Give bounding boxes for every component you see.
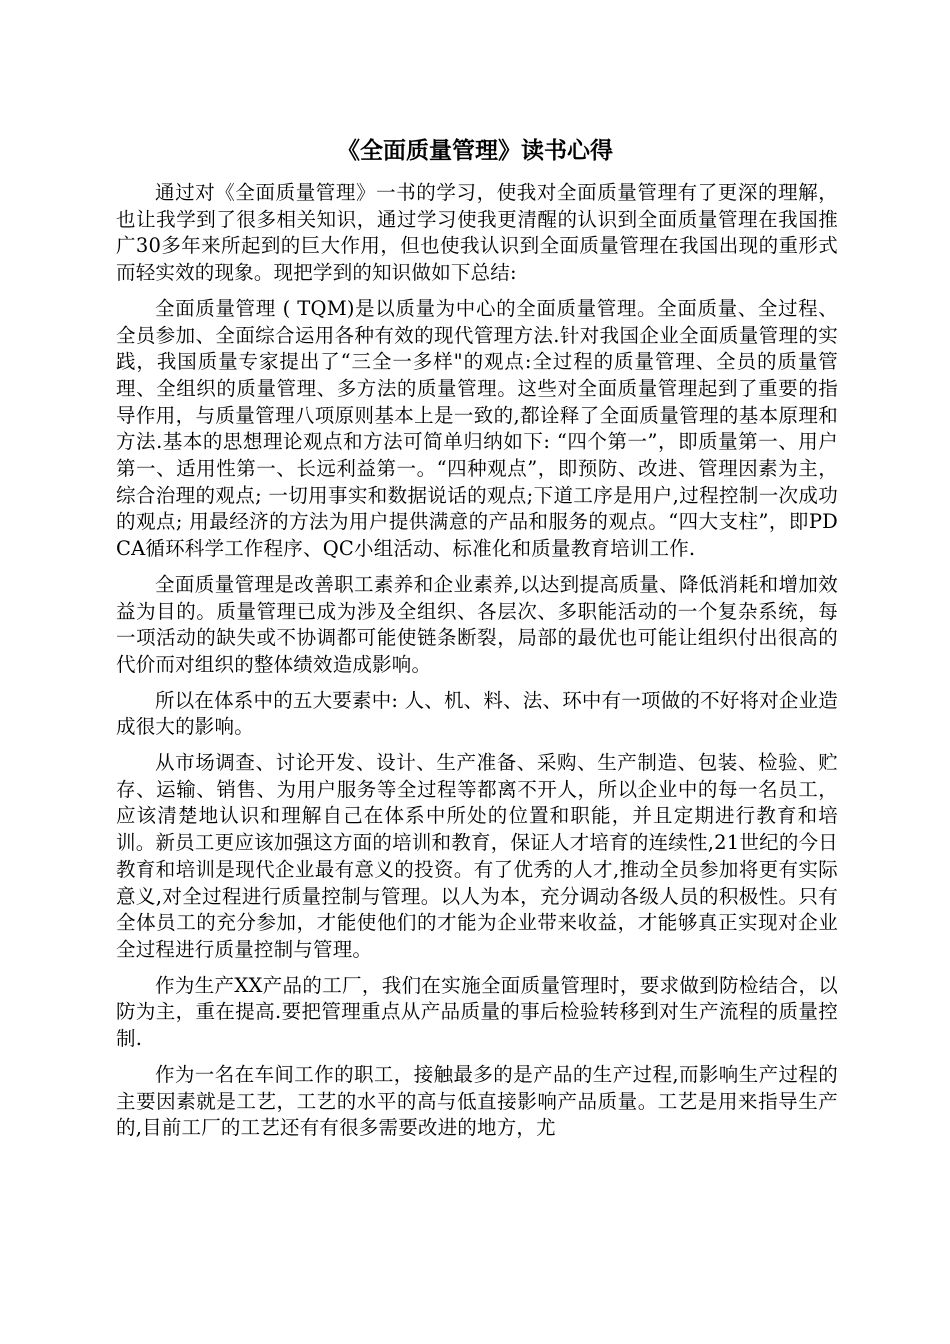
paragraph-tqm-definition: 全面质量管理 ( TQM)是以质量为中心的全面质量管理。全面质量、全过程、全员参加、全面综合运用各种有效的现代管理方法.针对我国企业全面质量管理的实践，我国质量专家提出了“三全一多样"的观点:全过程的质量管理、全员的质量管理、全组织的质量管理、多方法的质量管理。这些对全面质量管理起到了重要的指导作用，与质量管理八项原则基本上是一致的,都诠释了全面质量管理的基本原理和方法.基本的思想理论观点和方法可简单归纳如下: “四个第一”，即质量第一、用户第一、适用性第一、长远利益第一。“四种观点”，即预防、改进、管理因素为主，综合治理的观点; 一切用事实和数据说话的观点;下道工序是用户,过程控制一次成功的观点; 用最经济的方法为用户提供满意的产品和服务的观点。“四大支柱”，即PDCA循环科学工作程序、QC小组活动、标准化和质量教育培训工作. (116, 296, 838, 561)
document-title: 《全面质量管理》读书心得 (337, 138, 613, 164)
paragraph-intro: 通过对《全面质量管理》一书的学习，使我对全面质量管理有了更深的理解，也让我学到了很多相关知识，通过学习使我更清醒的认识到全面质量管理在我国推广30多年来所起到的巨大作用，但也使我认识到全面质量管理在我国出现的重形式而轻实效的现象。现把学到的知识做如下总结: (116, 181, 838, 285)
document-body (116, 180, 838, 1151)
paragraph-prevention: 作为生产XX产品的工厂，我们在实施全面质量管理时，要求做到防检结合，以防为主，重在提高.要把管理重点从产品质量的事后检验转移到对生产流程的质量控制. (116, 973, 838, 1051)
paragraph-five-elements: 所以在体系中的五大要素中: 人、机、料、法、环中有一项做的不好将对企业造成很大的影响。 (116, 688, 838, 739)
paragraph-tqm-purpose: 全面质量管理是改善职工素养和企业素养,以达到提高质量、降低消耗和增加效益为目的。质量管理已成为涉及全组织、各层次、多职能活动的一个复杂系统，每一项活动的缺失或不协调都可能使链条断裂，局部的最优也可能让组织付出很高的代价而对组织的整体绩效造成影响。 (116, 572, 838, 676)
paragraph-personnel-training: 从市场调查、讨论开发、设计、生产准备、采购、生产制造、包装、检验、贮存、运输、销售、为用户服务等全过程等都离不开人，所以企业中的每一名员工，应该清楚地认识和理解自己在体系中所处的位置和职能，并且定期进行教育和培训。新员工更应该加强这方面的培训和教育，保证人才培育的连续性,21世纪的今日教育和培训是现代企业最有意义的投资。有了优秀的人才,推动全员参加将更有实际意义,对全过程进行质量控制与管理。以人为本，充分调动各级人员的积极性。只有全体员工的充分参加，才能使他们的才能为企业带来收益，才能够真正实现对企业全过程进行质量控制与管理。 (116, 751, 838, 961)
paragraph-workshop-process: 作为一名在车间工作的职工，接触最多的是产品的生产过程,而影响生产过程的主要因素就是工艺，工艺的水平的高与低直接影响产品质量。工艺是用来指导生产的,目前工厂的工艺还有有很多需要改进的地方，尤 (116, 1062, 838, 1140)
